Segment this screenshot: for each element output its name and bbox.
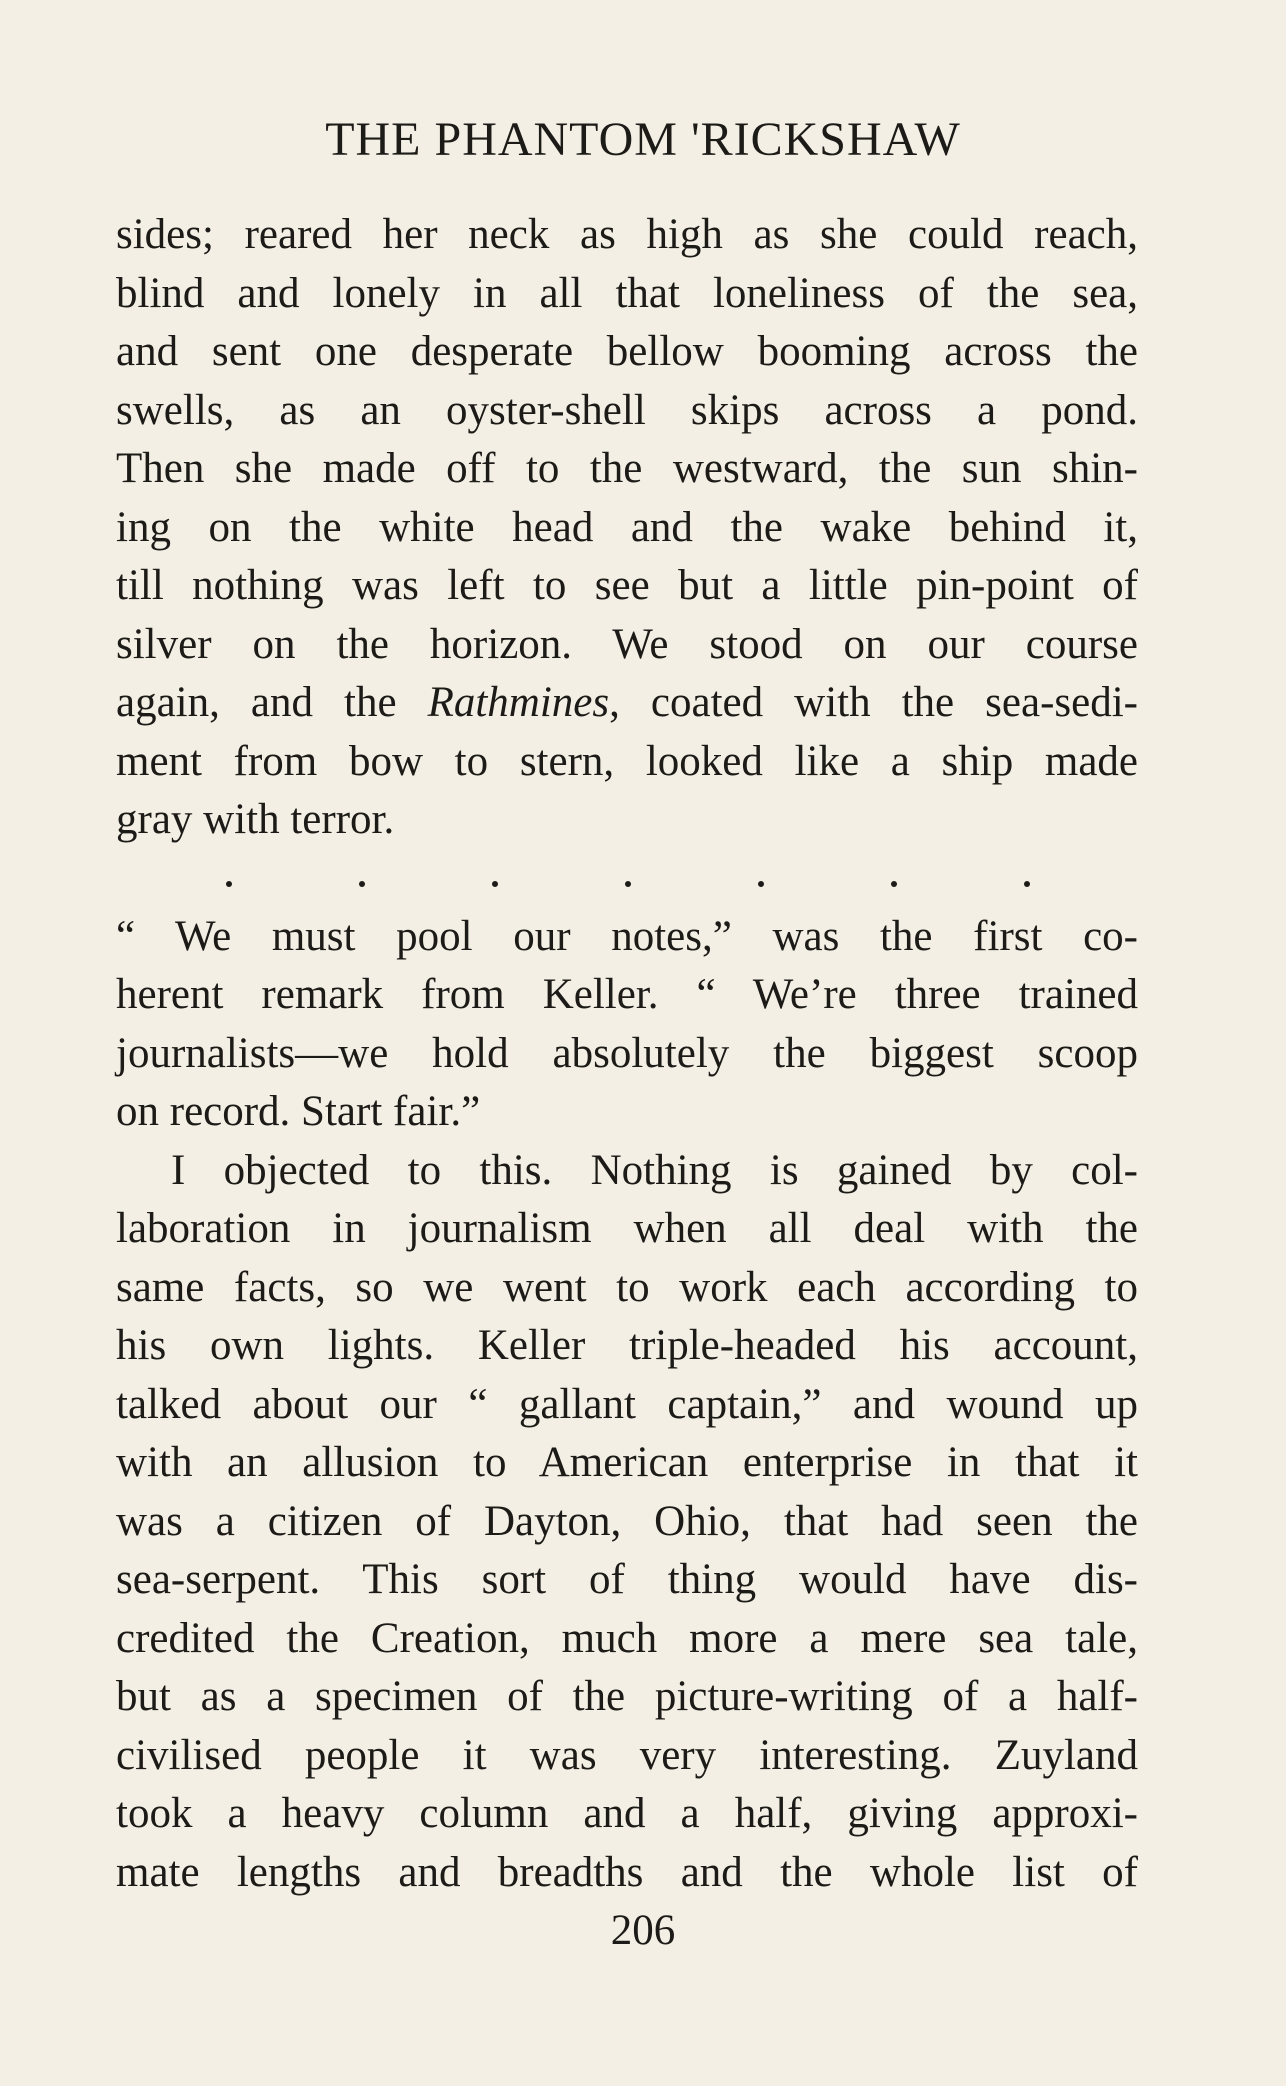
ellipsis-dot	[226, 881, 232, 887]
paragraph-last-line: on record. Start fair.”	[116, 1088, 481, 1135]
section-break-dots	[116, 850, 1138, 908]
ellipsis-dot	[758, 881, 764, 887]
text-line: sides; reared her neck as high as she could reach,	[116, 211, 1138, 258]
text-line: was a citizen of Dayton, Ohio, that had seen the	[116, 1497, 1138, 1545]
text-line: blind and lonely in all that loneliness of the sea,	[116, 269, 1138, 317]
text-line: with an allusion to American enterprise in that it	[116, 1439, 1138, 1486]
text-line: talked about our “ gallant captain,” and wound up	[116, 1380, 1138, 1428]
text-line: sea-serpent. This sort of thing would have dis-	[116, 1556, 1138, 1603]
body-text	[116, 206, 1138, 1902]
text-line: “ We must pool our notes,” was the first co-	[116, 912, 1138, 960]
ship-name-italic: Rathmines	[427, 679, 610, 726]
ellipsis-dot	[891, 881, 897, 887]
text-line: his own lights. Keller triple-headed his account,	[116, 1322, 1138, 1369]
text-line: silver on the horizon. We stood on our course	[116, 620, 1138, 668]
ellipsis-dot	[1024, 881, 1030, 887]
running-head: THE PHANTOM 'RICKSHAW	[325, 113, 961, 166]
text-line: journalists—we hold absolutely the biggest scoop	[116, 1029, 1138, 1077]
text-line: swells, as an oyster-shell skips across a pond.	[116, 386, 1138, 434]
text-line: ing on the white head and the wake behind it,	[116, 503, 1138, 551]
text-fragment: again, and the	[116, 679, 428, 726]
text-line: civilised people it was very interesting. Zuyland	[116, 1731, 1138, 1779]
text-line: same facts, so we went to work each according to	[116, 1263, 1138, 1311]
ellipsis-dot	[625, 881, 631, 887]
text-line: but as a specimen of the picture-writing of a half-	[116, 1673, 1138, 1720]
text-line: credited the Creation, much more a mere sea tale,	[116, 1614, 1138, 1662]
ellipsis-dot	[492, 881, 498, 887]
text-line: herent remark from Keller. “ We’re three trained	[116, 971, 1138, 1018]
text-line: laboration in journalism when all deal with the	[116, 1205, 1138, 1252]
ellipsis-dot	[359, 881, 365, 887]
text-line: and sent one desperate bellow booming across the	[116, 328, 1138, 375]
text-line: ment from bow to stern, looked like a ship made	[116, 737, 1138, 785]
text-line-with-ship-name	[116, 674, 1138, 733]
paragraph-first-line: I objected to this. Nothing is gained by col-	[171, 1146, 1138, 1194]
paragraph-last-line: gray with terror.	[116, 796, 395, 843]
text-line: Then she made off to the westward, the sun shin-	[116, 445, 1138, 492]
text-fragment: , coated with the sea-sedi-	[609, 679, 1138, 726]
text-line: mate lengths and breadths and the whole list of	[116, 1848, 1138, 1896]
text-line: till nothing was left to see but a little pin-point of	[116, 562, 1138, 609]
page-number: 206	[610, 1907, 676, 1954]
text-line: took a heavy column and a half, giving approxi-	[116, 1790, 1138, 1837]
